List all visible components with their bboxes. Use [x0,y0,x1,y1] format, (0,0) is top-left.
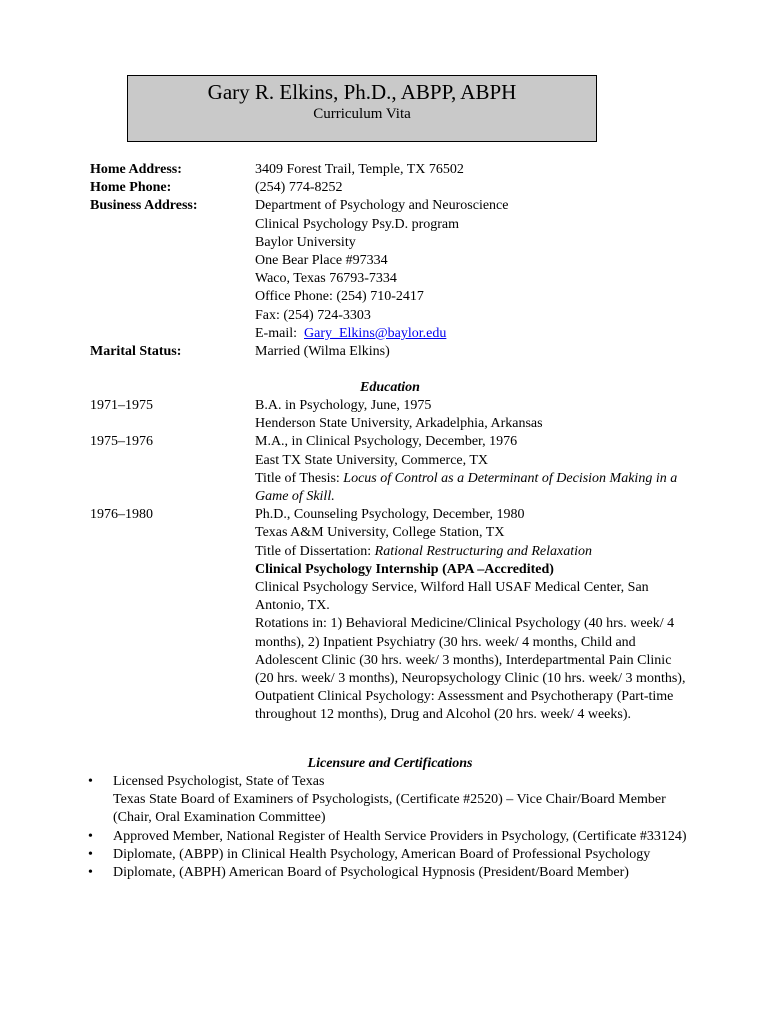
institution: Texas A&M University, College Station, TX [255,525,505,541]
list-item [90,864,690,882]
institution: East TX State University, Commerce, TX [255,452,489,468]
education-section [90,379,690,725]
fax: Fax: (254) 724-3303 [255,307,371,323]
business-address [255,197,690,343]
education-years: 1975–1976 [90,434,153,450]
licensure-list [90,773,690,882]
rotations: Rotations in: 1) Behavioral Medicine/Clinical Psychology (40 hrs. week/ 4 months), 2) Inpatient Psychiatry (30 hrs. week/ 4 months, Child and Adolescent Clinic (30 hrs. week/ 3 months), Interdepartmental Pain Clinic (20 hrs. week/ 3 months), Neuropsychology Clinic (10 hrs. week/ 3 months), Outpatient Clinical Psychology: Assessment and Psychotherapy (Part-time throughout 12 months), Drug and Alcohol (20 hrs. week/ 4 weeks). [255,616,686,723]
thesis-label: Title of Thesis: [255,470,344,486]
license-text: • Approved Member, National Register of Health Service Providers in Psychology, (Certificate #33124) [113,828,687,844]
education-years: 1971–1975 [90,398,153,413]
license-text: • Diplomate, (ABPH) American Board of Psychological Hypnosis (President/Board Member) [113,865,629,881]
business-line: Baylor University [255,234,356,250]
education-heading: Education [360,380,420,395]
marital-status: Married (Wilma Elkins) [255,344,390,360]
license-text: • Diplomate, (ABPP) in Clinical Health Psychology, American Board of Professional Psychology [113,846,651,862]
marital-label: Marital Status: [90,344,182,360]
home-address-label: Home Address: [90,162,182,177]
education-entry [90,506,690,724]
business-address-label: Business Address: [90,198,198,214]
title-box [127,75,597,142]
email-link[interactable]: Gary_Elkins@baylor.edu [304,325,447,341]
dissertation-label: Title of Dissertation: [255,543,375,559]
institution: Henderson State University, Arkadelphia, Arkansas [255,416,543,432]
list-item [90,773,690,828]
internship-title: Clinical Psychology Internship (APA –Accredited) [255,561,554,577]
education-entry [90,433,690,506]
degree: M.A., in Clinical Psychology, December, 1976 [255,434,518,450]
thesis-title: Locus of Control as a Determinant of Decision Making in a Game of Skill. [255,470,678,505]
licensure-heading: Licensure and Certifications [307,756,473,771]
degree: B.A. in Psychology, June, 1975 [255,398,432,413]
license-text: • Licensed Psychologist, State of Texas [113,774,325,789]
email-label: E-mail: [255,325,304,341]
office-phone: Office Phone: (254) 710-2417 [255,289,424,305]
business-line: Department of Psychology and Neuroscience [255,198,509,214]
dissertation-title: Rational Restructuring and Relaxation [374,543,593,559]
email-line [255,325,690,343]
home-phone-label: Home Phone: [90,180,172,196]
contact-section [90,161,690,361]
license-detail: Texas State Board of Examiners of Psychologists, (Certificate #2520) – Vice Chair/Board Member (Chair, Oral Examination Committee) [113,792,666,826]
education-years: 1976–1980 [90,507,153,523]
thesis [255,470,690,506]
business-line: One Bear Place #97334 [255,253,388,269]
cv-name: Gary R. Elkins, Ph.D., ABPP, ABPH [207,80,517,104]
cv-subtitle: Curriculum Vita [313,106,411,122]
home-phone: (254) 774-8252 [255,180,343,196]
business-line: Waco, Texas 76793-7334 [255,271,397,287]
list-item [90,846,690,864]
degree: Ph.D., Counseling Psychology, December, 1980 [255,507,525,523]
internship-site: Clinical Psychology Service, Wilford Hall USAF Medical Center, San Antonio, TX. [255,580,649,614]
licensure-section [90,755,690,882]
home-address: 3409 Forest Trail, Temple, TX 76502 [255,162,464,177]
list-item [90,828,690,846]
business-line: Clinical Psychology Psy.D. program [255,216,460,232]
dissertation [255,543,690,561]
education-entry [90,397,690,433]
